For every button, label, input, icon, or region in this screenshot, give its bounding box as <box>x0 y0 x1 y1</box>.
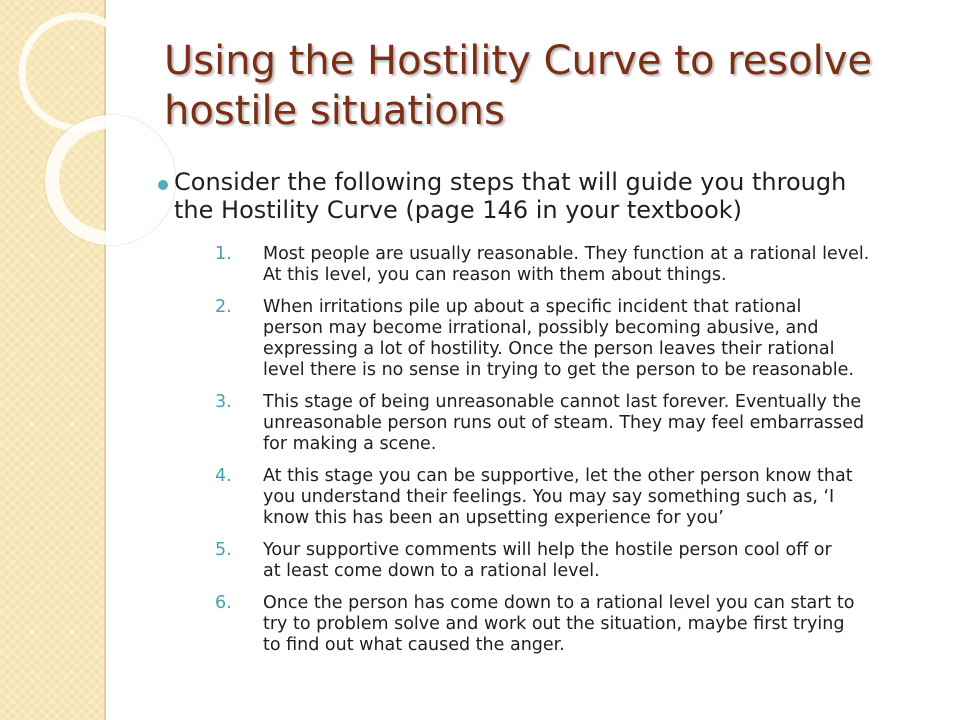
step-item <box>215 244 940 286</box>
title-line: Using the Hostility Curve to resolve <box>164 38 873 84</box>
slide-title <box>164 36 944 136</box>
step-text-line: level there is no sense in trying to get the person to be reasonable. <box>263 360 854 380</box>
step-item <box>215 466 940 529</box>
step-item <box>215 593 940 656</box>
step-number: 6. <box>215 593 232 613</box>
bullet-text-line: Consider the following steps that will guide you through <box>174 168 847 196</box>
step-text-line: try to problem solve and work out the situation, maybe first trying <box>263 614 845 634</box>
step-item <box>215 297 940 381</box>
bullet-dot-icon <box>158 180 168 190</box>
step-text-line: Once the person has come down to a rational level you can start to <box>263 593 855 613</box>
step-text-line: to find out what caused the anger. <box>263 635 565 655</box>
step-text-line: at least come down to a rational level. <box>263 561 600 581</box>
title-line: hostile situations <box>164 88 505 134</box>
step-text-line: person may become irrational, possibly becoming abusive, and <box>263 318 819 338</box>
step-text-line: Your supportive comments will help the hostile person cool off or <box>263 540 832 560</box>
step-number: 4. <box>215 466 232 486</box>
step-item <box>215 392 940 455</box>
step-number: 3. <box>215 392 232 412</box>
step-text-line: you understand their feelings. You may say something such as, ‘I <box>263 487 835 507</box>
step-text-line: At this stage you can be supportive, let the other person know that <box>263 466 853 486</box>
step-item <box>215 540 940 582</box>
step-number: 2. <box>215 297 232 317</box>
step-number: 1. <box>215 244 232 264</box>
step-number: 5. <box>215 540 232 560</box>
step-text-line: Most people are usually reasonable. They function at a rational level. <box>263 244 870 264</box>
step-text-line: for making a scene. <box>263 434 437 454</box>
step-text-line: At this level, you can reason with them about things. <box>263 265 727 285</box>
step-text-line: This stage of being unreasonable cannot last forever. Eventually the <box>263 392 862 412</box>
main-bullet <box>174 168 944 224</box>
bullet-text-line: the Hostility Curve (page 146 in your textbook) <box>174 196 743 224</box>
step-text-line: unreasonable person runs out of steam. They may feel embarrassed <box>263 413 865 433</box>
step-text-line: know this has been an upsetting experience for you’ <box>263 508 724 528</box>
step-text-line: When irritations pile up about a specific incident that rational <box>263 297 802 317</box>
steps-list <box>215 244 940 667</box>
step-text-line: expressing a lot of hostility. Once the person leaves their rational <box>263 339 835 359</box>
